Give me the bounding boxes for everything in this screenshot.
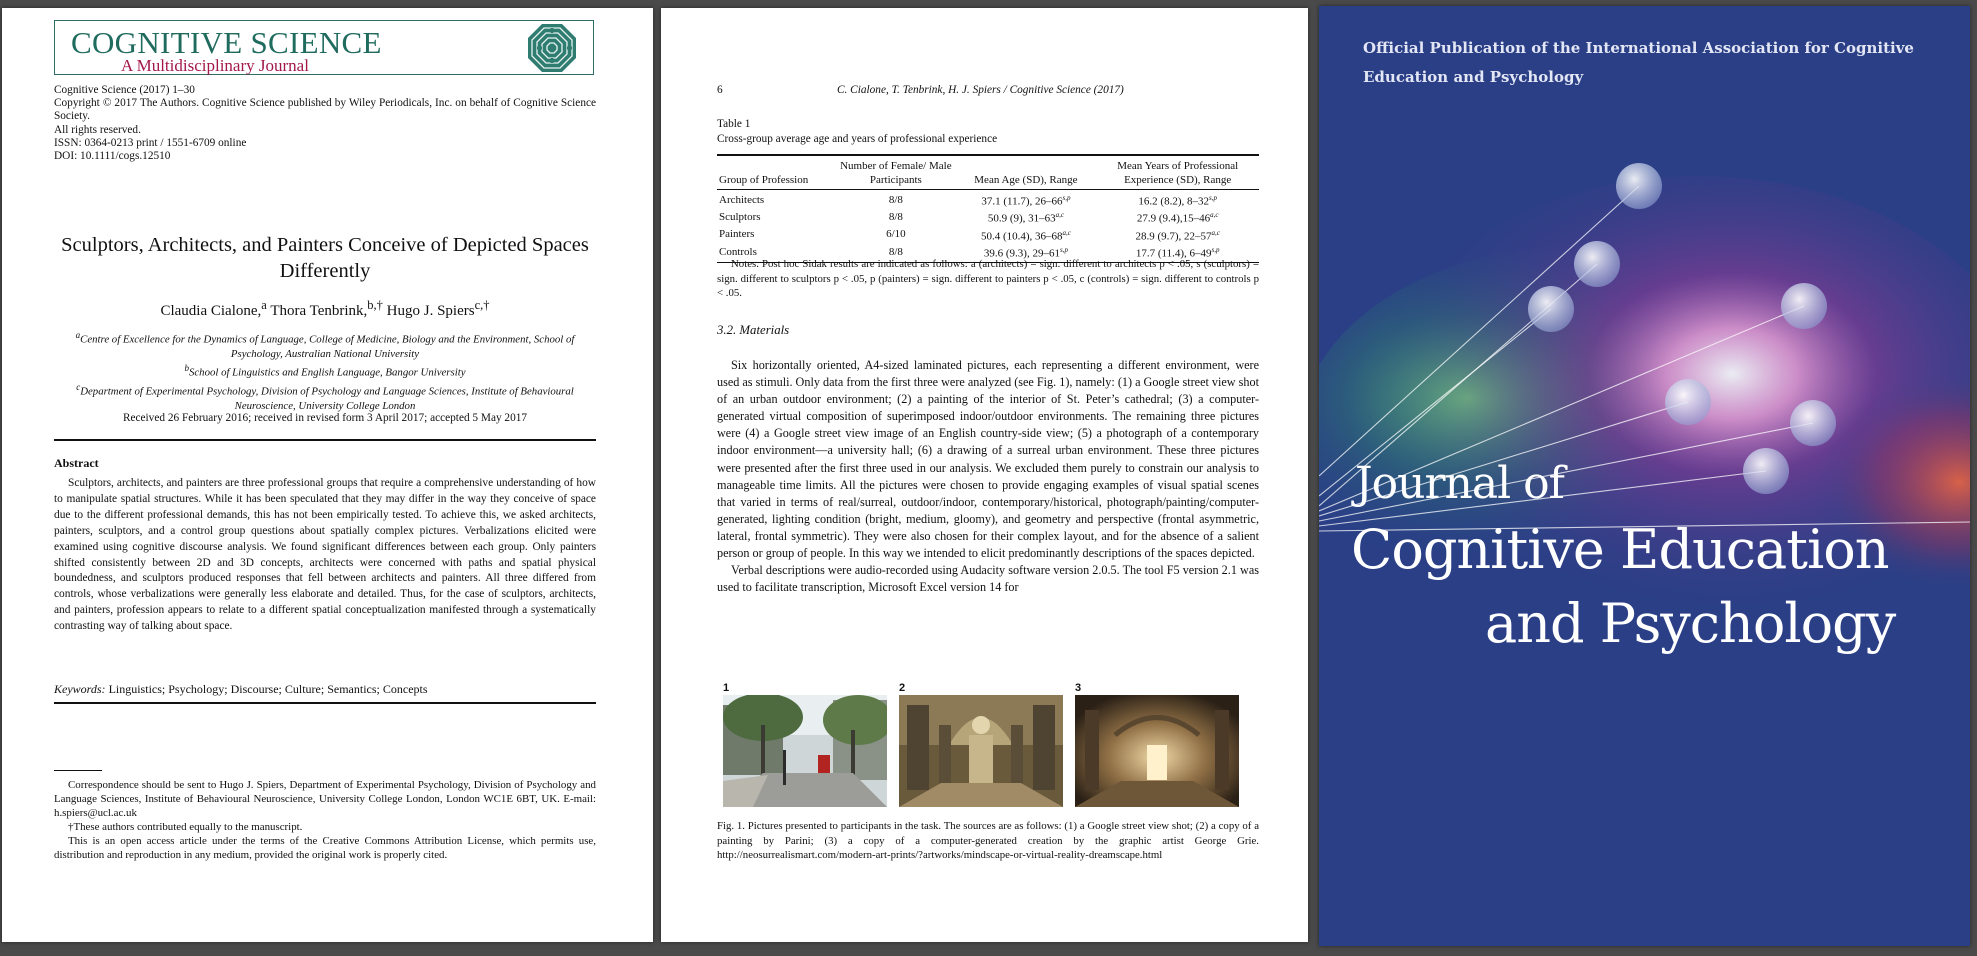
table-cell: Painters	[719, 228, 755, 241]
abstract-heading: Abstract	[54, 456, 99, 470]
affiliation-text: School of Linguistics and English Language, Bangor University	[188, 366, 466, 379]
affiliations	[54, 328, 596, 413]
publication-line: Official Publication of the International Association for Cognitive Education and Psychology	[1363, 39, 1914, 86]
footnotes	[54, 778, 596, 863]
cell-sup: a,c	[1062, 228, 1071, 237]
table-cell	[1096, 227, 1259, 244]
cell-sup: a,c	[1210, 211, 1219, 220]
cell-value: 17.7 (11.4), 6–49	[1135, 247, 1212, 260]
paragraph: Verbal descriptions were audio-recorded using Audacity software version 2.0.5. The tool F5 version 2.1 was used to facilitate transcription, Microsoft Excel version 14 for	[717, 563, 1259, 595]
table-header: Number of Female/ Male Participants	[836, 155, 955, 190]
cell-sup: s,p	[1208, 194, 1217, 202]
cell-value: 16.2 (8.2), 8–32	[1138, 195, 1209, 208]
affiliation-text: Centre of Excellence for the Dynamics of Language, College of Medicine, Biology and the Environment, School of Psychology, Australian National University	[80, 333, 575, 360]
table-cell	[955, 227, 1096, 244]
table-row	[717, 227, 1259, 244]
table-label: Table 1	[717, 118, 751, 130]
article-first-page	[2, 8, 653, 942]
abstract-bottom-rule	[54, 702, 596, 704]
table-cell: Sculptors	[719, 211, 761, 224]
cell-sup: s,p	[1211, 245, 1220, 254]
section-heading: 3.2. Materials	[717, 323, 790, 337]
affiliation-text: Department of Experimental Psychology, Division of Psychology and Language Sciences, Institute of Behavioural Neuroscience, University College London	[80, 385, 574, 412]
keywords-label: Keywords:	[54, 682, 106, 696]
affiliation-mark: c	[76, 381, 81, 392]
table-cell: Architects	[719, 193, 765, 206]
correspondence-footnote: Correspondence should be sent to Hugo J. Spiers, Department of Experimental Psychology, Division of Psychology and Language Sciences, Institute of Behavioural Neuroscience, University College London, London WC1E 6BT, UK. E-mail: h.spiers@ucl.ac.uk	[54, 779, 596, 820]
figure-panel	[899, 682, 1063, 812]
cell-value: 39.6 (9.3), 29–61	[983, 247, 1060, 260]
issn: ISSN: 0364-0213 print / 1551-6709 online	[54, 136, 247, 149]
figure-panel	[1075, 682, 1239, 812]
author-list	[42, 298, 608, 320]
received-dates: Received 26 February 2016; received in revised form 3 April 2017; accepted 5 May 2017	[122, 412, 528, 424]
author-name: Claudia Cialone,	[160, 303, 262, 319]
footnote-rule	[54, 770, 102, 771]
journal-subtitle: A Multidisciplinary Journal	[121, 56, 309, 75]
table-header: Group of Profession	[717, 155, 836, 190]
affiliation-mark: b	[184, 363, 189, 373]
cell-value: 28.9 (9.7), 22–57	[1135, 230, 1212, 243]
body-text	[717, 357, 1259, 596]
journal-name: COGNITIVE SCIENCE	[71, 25, 382, 60]
publication-info	[54, 84, 596, 163]
table-cell	[955, 190, 1096, 210]
table-notes: Notes. Post hoc Sidak results are indicated as follows: a (architects) = sign. different to architects p < .05, s (sculptors) = sign. different to sculptors p < .05, p (painters) = sign. different to painters p < .05, c (controls) = sign. different to controls p < .05.	[717, 258, 1259, 300]
cover-title-line: Journal of	[1355, 458, 1564, 509]
author-affil-mark: c,†	[474, 298, 490, 312]
abstract-top-rule	[54, 439, 596, 441]
cell-value: 27.9 (9.4),15–46	[1136, 212, 1211, 225]
cover-title-line: and Psychology	[1485, 592, 1896, 655]
doi: DOI: 10.1111/cogs.12510	[54, 150, 171, 163]
journal-banner	[54, 20, 594, 75]
virtual-reality-artwork	[1075, 695, 1239, 807]
article-title: Sculptors, Architects, and Painters Conceive of Depicted Spaces Differently	[61, 234, 589, 282]
table-title: Cross-group average age and years of professional experience	[717, 133, 998, 146]
author-affil-mark: a	[261, 298, 267, 312]
citation: Cognitive Science (2017) 1–30	[54, 84, 195, 96]
keywords	[54, 682, 596, 697]
table-cell: 8/8	[836, 244, 955, 263]
journal-cover	[1319, 6, 1970, 946]
affiliation	[54, 380, 596, 413]
cathedral-painting	[899, 695, 1063, 807]
page-number: 6	[717, 84, 723, 96]
affiliation-mark: a	[75, 330, 81, 340]
affiliation	[54, 328, 596, 361]
cell-sup: a,c	[1211, 228, 1220, 237]
table-cell: 8/8	[888, 193, 903, 206]
figure-1	[717, 682, 1259, 812]
table-header: Mean Years of Professional Experience (SD), Range	[1096, 155, 1259, 190]
author-name: Thora Tenbrink,	[270, 303, 368, 319]
table-cell	[955, 209, 1096, 226]
cover-title-line: Cognitive Education	[1351, 518, 1889, 581]
figure-panel-label: 2	[899, 682, 906, 694]
cell-value: 50.4 (10.4), 36–68	[980, 230, 1063, 243]
author-affil-mark: b,†	[367, 298, 383, 312]
table-cell	[1096, 209, 1259, 226]
cell-sup: a,c	[1055, 211, 1065, 220]
figure-panel-label: 1	[723, 682, 730, 694]
table-cell	[1096, 190, 1259, 210]
table-cell: 6/10	[886, 228, 906, 241]
figure-caption: Fig. 1. Pictures presented to participants in the task. The sources are as follows: (1) a Google street view shot; (2) a copy of a painting by Parini; (3) a copy of a computer-generated creation by the graphic artist George Grie. http://neosurrealismart.com/modern-art-prints/?artworks/mindscape-or-virtual-reality-dreamscape.html	[717, 820, 1259, 862]
running-head: C. Cialone, T. Tenbrink, H. J. Spiers / Cognitive Science (2017)	[837, 84, 1124, 96]
cell-sup: s,p	[1062, 194, 1071, 202]
cell-value: 37.1 (11.7), 26–66	[981, 195, 1063, 208]
table-cell: 8/8	[888, 211, 903, 224]
figure-panel-label: 3	[1075, 682, 1082, 694]
keywords-list: Linguistics; Psychology; Discourse; Culture; Semantics; Concepts	[108, 682, 428, 696]
table-caption	[717, 117, 997, 147]
paragraph: Six horizontally oriented, A4-sized laminated pictures, each representing a different environment, were used as stimuli. Only data from the first three were analyzed (see Fig. 1), namely: (1) a Google street view shot of an urban outdoor environment; (2) a painting of the interior of St. Peter’s cathedral; (3) a computer-generated virtual composition of superimposed indoor/outdoor environments. The remaining three pictures were (4) a Google street view image of an English country-side view; (5) a photograph of a contemporary indoor environment—a university hall; (6) a drawing of a surreal urban environment. These three pictures were presented after the first three used in our analysis. We excluded them purely to constrain our analysis to manageable time limits. All the pictures were chosen to provide engaging examples of visual spatial scenes that varied in terms of real/surreal, outdoor/indoor, contemporary/historical, photograph/painting/computer-generated, lighting condition (bright, medium, gloomy), and geometry and perspective (frontal asymmetric, lateral, frontal symmetric). They were also chosen for their complex layout, and for the absence of a salient person or group of people. In this way we intended to elicit predominantly descriptions of the spaces depicted.	[717, 358, 1259, 561]
table-row	[717, 190, 1259, 210]
demographics-table	[717, 154, 1259, 263]
table-row	[717, 209, 1259, 226]
street-view-photo	[723, 695, 887, 807]
cell-value: 50.9 (9), 31–63	[987, 212, 1056, 225]
affiliation	[54, 361, 596, 380]
maze-logo-icon	[527, 23, 577, 73]
license-footnote: This is an open access article under the terms of the Creative Commons Attribution License, which permits use, distribution and reproduction in any medium, provided the original work is properly cited.	[54, 835, 596, 862]
table-cell: Controls	[717, 244, 836, 263]
abstract-text: Sculptors, architects, and painters are three professional groups that require a comprehensive understanding of how to manipulate spatial structures. While it has been speculated that they may differ in the way they conceive of space due to the different professional demands, this has not been empirically tested. To achieve this, we asked architects, painters, sculptors, and a control group questions about spatially complex pictures. Verbalizations elicited were examined using cognitive discourse analysis. We found significant differences between each group. Only painters shifted consistently between 2D and 3D concepts, architects were concerned with paths and spatial physical boundedness, and sculptors produced responses that fell between architects and painters. All three differed from controls, whose verbalizations were generally less elaborate and detailed. Thus, for the case of sculptors, architects, and painters, profession appears to relate to a different spatial conceptualization manifested through a systematically contrasting way of talking about space.	[54, 477, 596, 633]
cell-sup: s,p	[1059, 245, 1068, 254]
rights-notice: All rights reserved.	[54, 123, 141, 136]
article-page-6	[661, 8, 1308, 942]
table-header: Mean Age (SD), Range	[955, 155, 1096, 190]
author-name: Hugo J. Spiers	[386, 303, 475, 319]
copyright-notice: Copyright © 2017 The Authors. Cognitive Science published by Wiley Periodicals, Inc. on behalf of Cognitive Science Society.	[54, 97, 596, 123]
equal-contribution-footnote: †These authors contributed equally to the manuscript.	[68, 821, 303, 834]
figure-panel	[723, 682, 887, 812]
